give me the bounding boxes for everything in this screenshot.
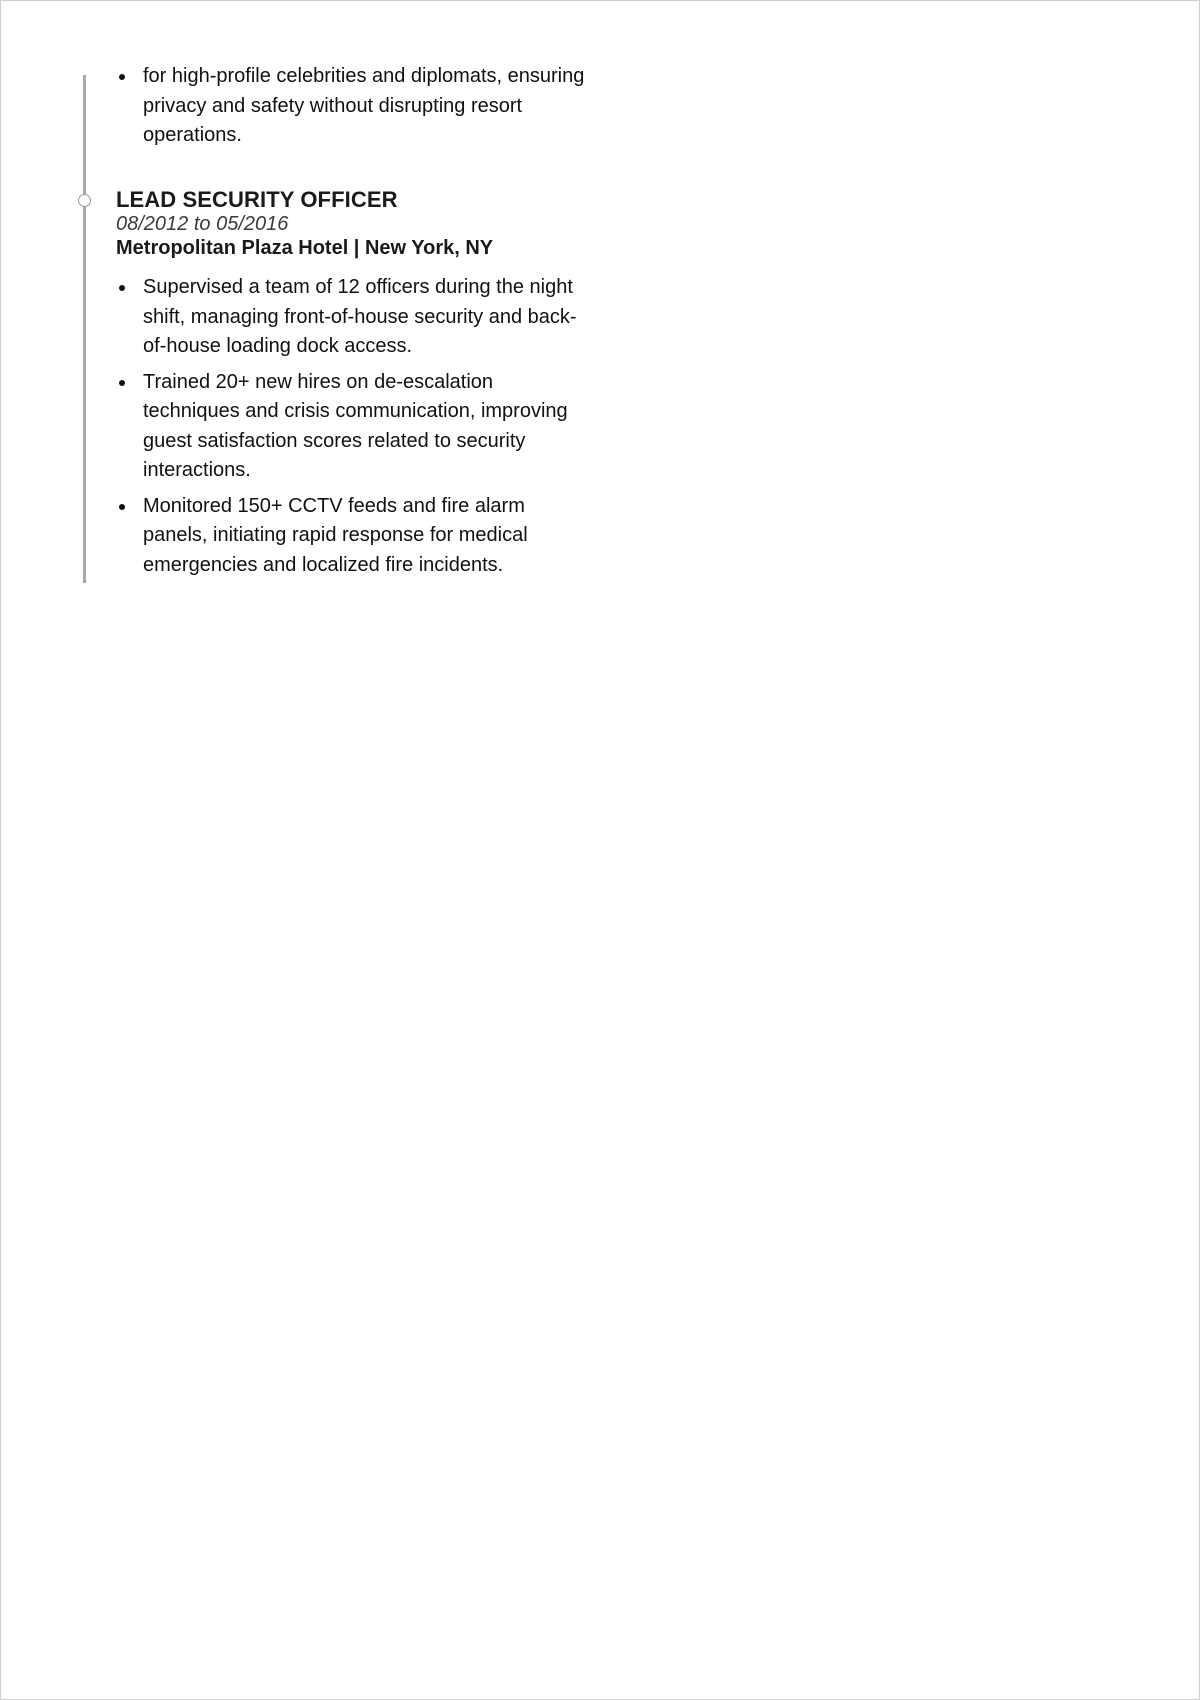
bullet-item: Supervised a team of 12 officers during the night shift, managing front-of-house security and back-of-house loading dock access. <box>116 273 586 362</box>
entry-bullets <box>116 273 586 580</box>
job-company: Metropolitan Plaza Hotel | New York, NY <box>116 237 494 259</box>
bullet-item: for high-profile celebrities and diplomats, ensuring privacy and safety without disrupting resort operations. <box>116 62 586 151</box>
job-dates: 08/2012 to 05/2016 <box>116 213 289 235</box>
bullet-item: Trained 20+ new hires on de-escalation techniques and crisis communication, improving guest satisfaction scores related to security interactions. <box>116 368 586 486</box>
job-title: LEAD SECURITY OFFICER <box>116 187 398 212</box>
experience-entry <box>116 187 586 586</box>
timeline-line <box>83 75 86 583</box>
timeline-node-icon <box>78 194 91 207</box>
previous-entry-bullets <box>116 62 586 151</box>
bullet-item: Monitored 150+ CCTV feeds and fire alarm panels, initiating rapid response for medical emergencies and localized fire incidents. <box>116 492 586 581</box>
